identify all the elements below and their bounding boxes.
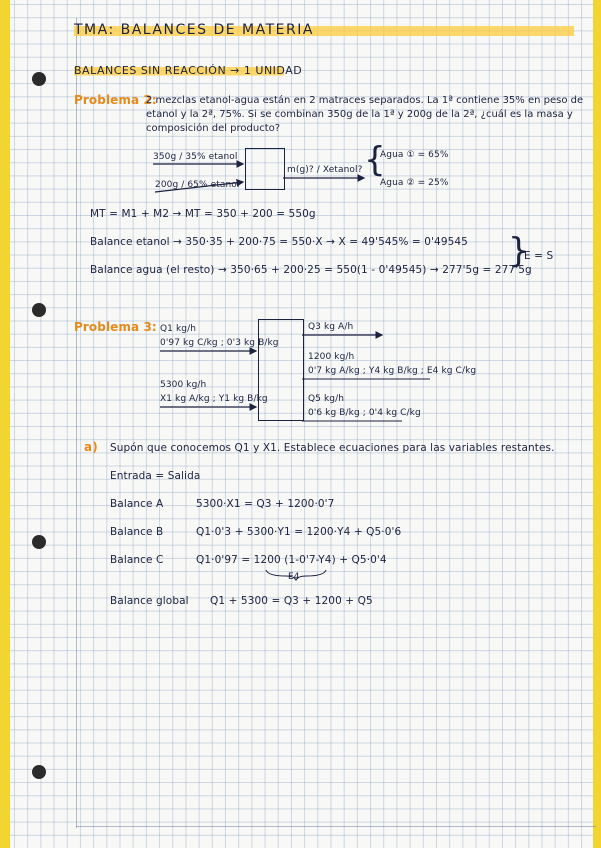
binder-edge-right [593, 0, 601, 848]
balance-a-eq: 5300·X1 = Q3 + 1200·0'7 [196, 498, 335, 510]
balance-c-eq: Q1·0'97 = 1200 (1-0'7-Y4) + Q5·0'4 [196, 554, 387, 566]
balance-a-name: Balance A [110, 498, 164, 510]
page-title: TMA: BALANCES DE MATERIA [74, 22, 574, 38]
p2-ethanol-balance: Balance etanol → 350·35 + 200·75 = 550·X → X = 49'545% = 0'49545 [90, 236, 468, 248]
underbrace [266, 570, 326, 580]
problem2-statement: 2 mezclas etanol-agua están en 2 matraces separados. La 1ª contiene 35% en peso de etanol y la 2ª, 75%. Si se combinan 350g de la 1ª y 200g de la 2ª, ¿cuál es la masa y composición del producto? [146, 95, 584, 134]
notebook-page [10, 0, 593, 848]
p2-output: m(g)? / Xetanol? [287, 165, 363, 175]
p3-out2-flow: 1200 kg/h [308, 352, 355, 362]
p3-in2-comp: X1 kg A/kg ; Y1 kg B/kg [160, 394, 268, 404]
balance-global-name: Balance global [110, 595, 189, 607]
part-a-label: a) [84, 440, 98, 454]
problem2-label: Problema 2: [74, 93, 157, 107]
p2-total-mass-eq: MT = M1 + M2 → MT = 350 + 200 = 550g [90, 208, 316, 220]
problem3-label: Problema 3: [74, 320, 157, 334]
p2-notes-brace: { [364, 140, 386, 180]
p3-out1: Q3 kg A/h [308, 322, 354, 332]
p3-out3-flow: Q5 kg/h [308, 394, 345, 404]
part-a-text: Supón que conocemos Q1 y X1. Establece ecuaciones para las variables restantes. [110, 442, 555, 454]
p3-out3-comp: 0'6 kg B/kg ; 0'4 kg C/kg [308, 408, 421, 418]
section-subtitle: BALANCES SIN REACCIÓN → 1 UNIDAD [74, 64, 303, 77]
p2-in2-arrow [155, 182, 243, 192]
p2-note-water2: Agua ② = 25% [380, 178, 449, 188]
binder-edge-left [0, 0, 10, 848]
balance-c-name: Balance C [110, 554, 164, 566]
p3-in2-flow: 5300 kg/h [160, 380, 207, 390]
balance-b-name: Balance B [110, 526, 164, 538]
p2-input-2: 200g / 65% etanol [155, 180, 240, 190]
p2-note-water1: Agua ① = 65% [380, 150, 449, 160]
p3-in1-flow: Q1 kg/h [160, 324, 197, 334]
p2-result: E = S [524, 250, 554, 262]
balance-b-eq: Q1·0'3 + 5300·Y1 = 1200·Y4 + Q5·0'6 [196, 526, 402, 538]
balance-global-eq: Q1 + 5300 = Q3 + 1200 + Q5 [210, 595, 373, 607]
underbrace-note: E4 [288, 572, 300, 582]
principle: Entrada = Salida [110, 470, 201, 482]
diagram-arrows [10, 0, 593, 848]
p3-in1-comp: 0'97 kg C/kg ; 0'3 kg B/kg [160, 338, 279, 348]
p3-out2-comp: 0'7 kg A/kg ; Y4 kg B/kg ; E4 kg C/kg [308, 366, 477, 376]
p2-water-balance: Balance agua (el resto) → 350·65 + 200·25 = 550(1 - 0'49545) → 277'5g = 277'5g [90, 264, 532, 276]
p2-input-1: 350g / 35% etanol [153, 152, 238, 162]
p2-result-brace: } [508, 231, 530, 271]
